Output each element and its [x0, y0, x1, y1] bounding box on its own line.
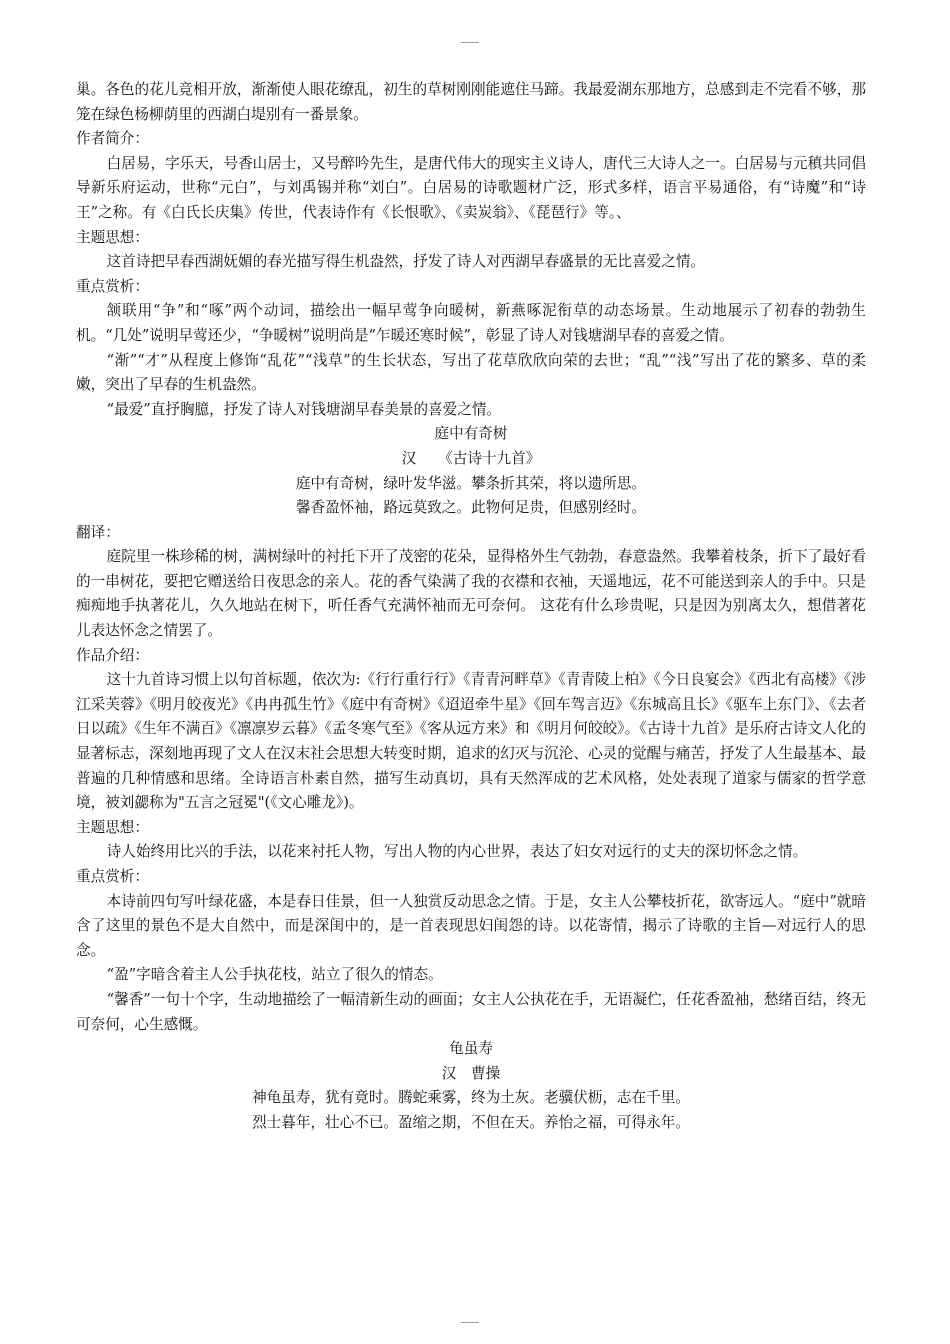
poem-title: 龟虽寿 [449, 1040, 493, 1058]
paragraph-key-analysis-3: “最爱”直抒胸臆，抒发了诗人对钱塘湖早春美景的喜爱之情。 [106, 400, 502, 418]
bottom-page-mark [461, 1322, 479, 1323]
heading-key-analysis: 重点赏析： [76, 868, 149, 885]
top-page-mark [461, 42, 479, 43]
paragraph-key-analysis-1: 颔联用“争”和“啄”两个动词，描绘出一幅早莺争向暖树，新燕啄泥衔草的动态场景。生动地展示了初春的勃勃生机。“几处”说明早莺还少，“争暖树”说明尚是“乍暖还寒时候”，彰显了诗人对钱塘湖早春的喜爱之情。 [76, 302, 866, 344]
paragraph-author-intro: 白居易，字乐天，号香山居士，又号醉吟先生，是唐代伟大的现实主义诗人，唐代三大诗人之一。白居易与元稹共同倡导新乐府运动，世称“元白”，与刘禹锡并称“刘白”。白居易的诗歌题材广泛，形式多样，语言平易通俗，有“诗魔”和“诗王”之称。有《白氏长庆集》传世，代表诗作有《长恨歌》、《卖炭翁》、《琵琶行》等。、 [76, 154, 866, 221]
poem-title: 庭中有奇树 [434, 425, 508, 443]
heading-theme: 主题思想： [76, 228, 149, 246]
paragraph-theme: 这首诗把早春西湖妩媚的春光描写得生机盎然，抒发了诗人对西湖早春盛景的无比喜爱之情。 [106, 253, 706, 271]
paragraph-theme: 诗人始终用比兴的手法，以花来衬托人物，写出人物的内心世界，表达了妇女对远行的丈夫的深切怀念之情。 [106, 843, 808, 861]
paragraph-key-analysis-1: 本诗前四句写叶绿花盛，本是春日佳景，但一人独赏反动思念之情。于是，女主人公攀枝折花，欲寄远人。“庭中”就暗含了这里的景色不是大自然中，而是深闺中的，是一首表现思妇闺怨的诗。以花寄情，揭示了诗歌的主旨—对远行人的思念。 [76, 892, 866, 959]
poem-author: 汉 《古诗十九首》 [401, 449, 541, 467]
poem-author: 汉 曹操 [441, 1064, 501, 1082]
paragraph-key-analysis-2: “盈”字暗含着主人公手执花枝，站立了很久的情态。 [106, 966, 443, 984]
heading-key-analysis: 重点赏析： [76, 277, 149, 295]
poem-line: 神龟虽寿，犹有竟时。腾蛇乘雾，终为土灰。老骥伏枥，志在千里。 [252, 1089, 690, 1107]
paragraph-key-analysis-3: “馨香”一句十个字，生动地描绘了一幅清新生动的画面；女主人公执花在手，无语凝伫，任花香盈袖，愁绪百结，终无可奈何，心生感慨。 [76, 990, 866, 1033]
heading-author-intro: 作者简介： [76, 130, 149, 148]
paragraph-translation: 庭院里一株珍稀的树，满树绿叶的衬托下开了茂密的花朵，显得格外生气勃勃，春意盎然。我攀着枝条，折下了最好看的一串树花，要把它赠送给日夜思念的亲人。花的香气染满了我的衣襟和衣袖，天遥地远，花不可能送到亲人的手中。只是痴痴地手执著花儿，久久地站在树下，听任香气充满怀袖而无可奈何。 这花有什么珍贵呢，只是因为别离太久，想借著花儿表达怀念之情罢了。 [76, 548, 866, 640]
poem-line: 烈士暮年，壮心不已。盈缩之期，不但在天。养怡之福，可得永年。 [252, 1113, 690, 1131]
poem-line: 馨香盈怀袖，路远莫致之。此物何足贵，但感别经时。 [295, 499, 647, 517]
heading-translation: 翻译： [76, 523, 120, 541]
poem-line: 庭中有奇树，绿叶发华滋。攀条折其荣，将以遗所思。 [295, 474, 647, 492]
heading-theme: 主题思想： [76, 818, 149, 836]
paragraph-key-analysis-2: “渐”“才”从程度上修饰“乱花”“浅草”的生长状态，写出了花草欣欣向荣的去世；“乱”“浅”写出了花的繁多、草的柔嫩，突出了早春的生机盎然。 [76, 351, 866, 394]
heading-work-intro: 作品介绍： [76, 646, 149, 664]
paragraph-translation-continued: 巢。各色的花儿竞相开放，渐渐使人眼花缭乱，初生的草树刚刚能遮住马蹄。我最爱湖东那地方，总感到走不完看不够，那笼在绿色杨柳荫里的西湖白堤别有一番景象。 [76, 81, 866, 123]
paragraph-work-intro: 这十九首诗习惯上以句首标题，依次为:《行行重行行》《青青河畔草》《青青陵上柏》《今日良宴会》《西北有高楼》《涉江采芙蓉》《明月皎夜光》《冉冉孤生竹》《庭中有奇树》《迢迢牵牛星》《回车驾言迈》《东城高且长》《驱车上东门》、《去者日以疏》《生年不满百》《凛凛岁云暮》《孟冬寒气至》《客从远方来》和《明月何皎皎》。《古诗十九首》是乐府古诗文人化的显著标志，深刻地再现了文人在汉末社会思想大转变时期，追求的幻灭与沉沦、心灵的觉醒与痛苦，抒发了人生最基本、最普遍的几种情感和思绪。全诗语言朴素自然，描写生动真切，具有天然浑成的艺术风格，处处表现了道家与儒家的哲学意境，被刘勰称为"五言之冠冕"(《文心雕龙》)。 [76, 671, 866, 812]
document-body [76, 78, 866, 1136]
